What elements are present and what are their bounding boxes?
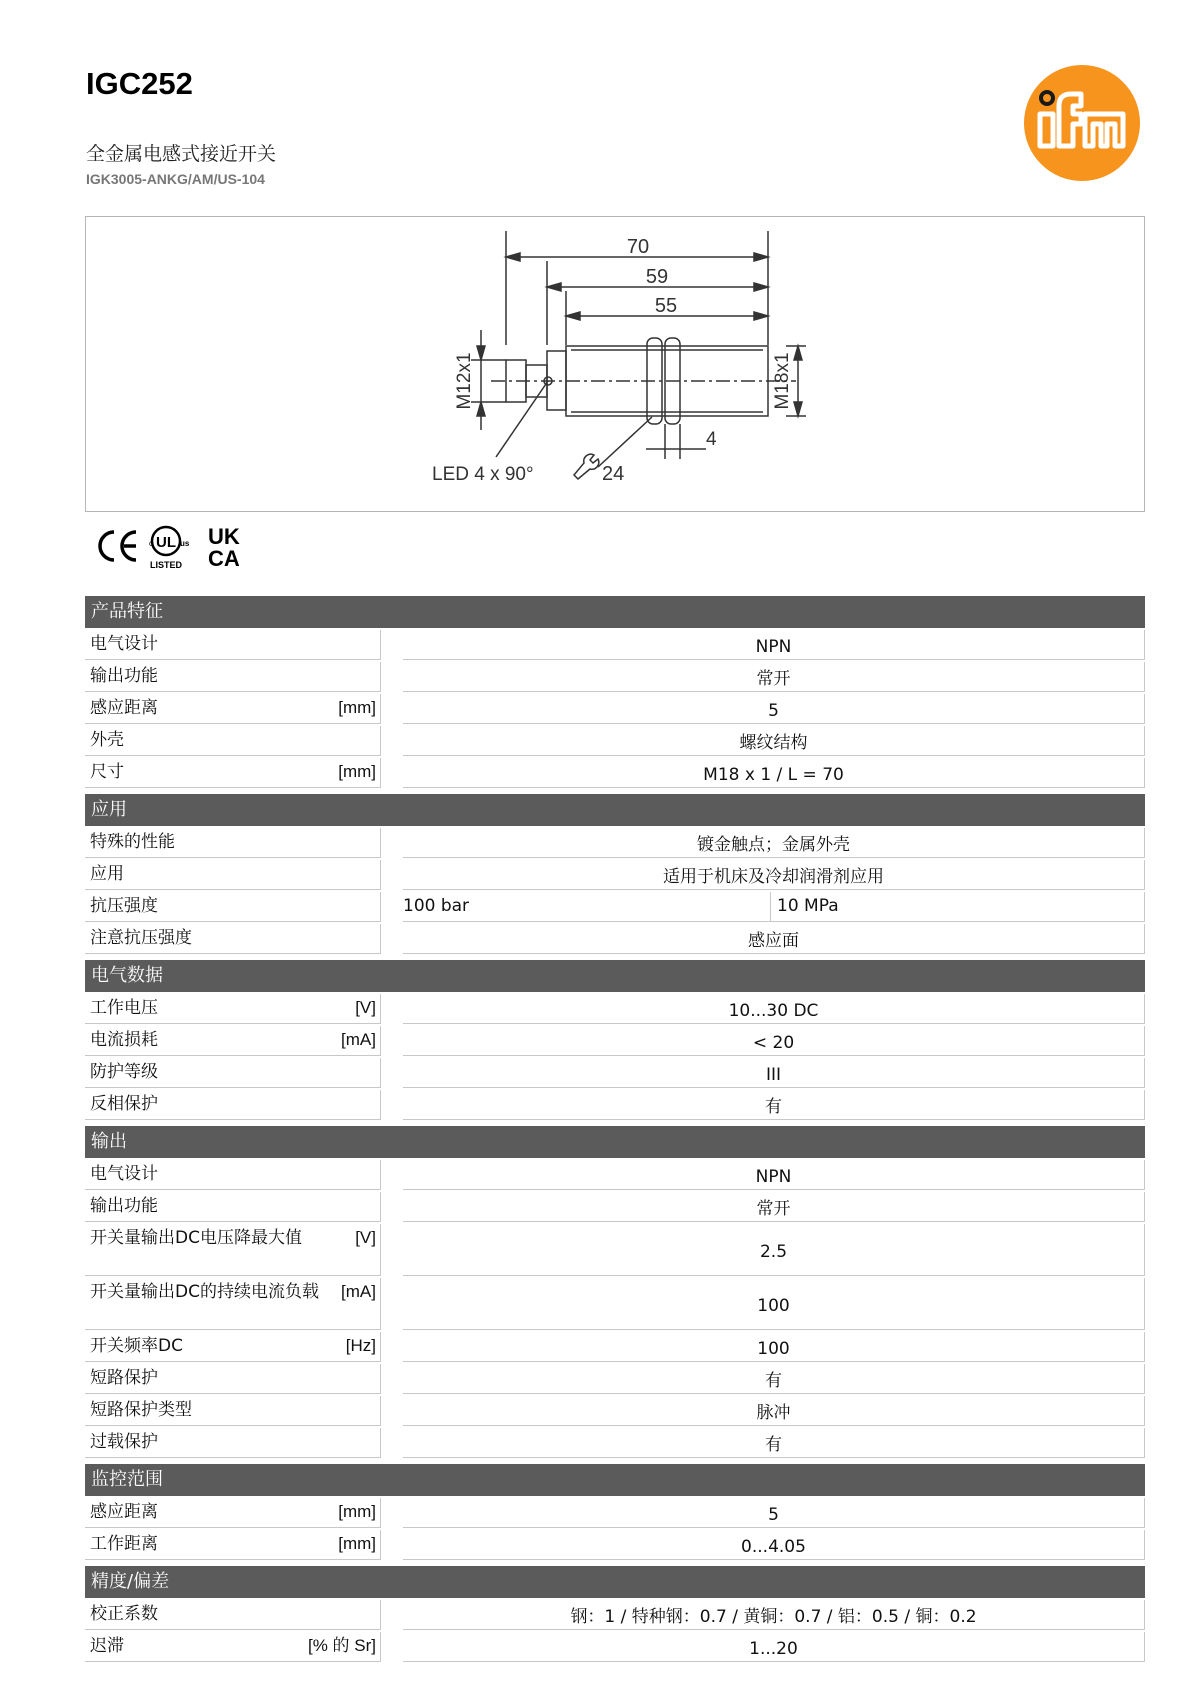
spec-label: 工作电压 — [90, 998, 158, 1018]
spec-row — [85, 828, 1145, 858]
dim-body-thread: M18x1 — [772, 352, 793, 410]
spec-value: 钢：1 / 特种钢：0.7 / 黄铜：0.7 / 铝：0.5 / 铜：0.2 — [403, 1600, 1145, 1630]
spec-label: 开关频率DC — [90, 1336, 183, 1356]
ukca-mark-icon — [208, 524, 240, 571]
spec-row — [85, 924, 1145, 954]
dim-thread-len: 59 — [645, 266, 669, 288]
spec-value: 有 — [403, 1364, 1145, 1394]
spec-unit — [370, 863, 376, 885]
spec-unit — [370, 1399, 376, 1421]
spec-label-cell — [85, 1026, 381, 1056]
spec-value: 感应面 — [403, 924, 1145, 954]
spec-label-cell — [85, 1058, 381, 1088]
spec-value: < 20 — [403, 1026, 1145, 1056]
spec-row — [85, 630, 1145, 660]
dim-total: 70 — [626, 236, 650, 258]
spec-unit: [mm] — [338, 1502, 376, 1521]
spec-value: 脉冲 — [403, 1396, 1145, 1426]
spec-row — [85, 1498, 1145, 1528]
section-header: 产品特征 — [85, 596, 1145, 628]
spec-row — [85, 1058, 1145, 1088]
spec-label-cell — [85, 924, 381, 954]
spec-label: 迟滞 — [90, 1636, 124, 1656]
spec-label-cell — [85, 1192, 381, 1222]
ce-mark-icon — [100, 532, 136, 560]
spec-label-cell — [85, 694, 381, 724]
spec-row — [85, 694, 1145, 724]
spec-value: 适用于机床及冷却润滑剂应用 — [403, 860, 1145, 890]
dim-body-len: 55 — [654, 295, 678, 317]
spec-unit — [370, 1163, 376, 1185]
spec-label-cell — [85, 828, 381, 858]
spec-label: 反相保护 — [90, 1094, 158, 1114]
spec-label: 过载保护 — [90, 1432, 158, 1452]
spec-label: 电流损耗 — [90, 1030, 158, 1050]
product-title: IGC252 — [86, 66, 193, 101]
spec-label-cell — [85, 1428, 381, 1458]
spec-unit: [mA] — [341, 1030, 376, 1049]
spec-label-cell — [85, 662, 381, 692]
spec-label-cell — [85, 860, 381, 890]
spec-label-cell — [85, 1278, 381, 1330]
spec-row — [85, 1278, 1145, 1330]
spec-row — [85, 662, 1145, 692]
spec-label-cell — [85, 1364, 381, 1394]
certifications — [92, 522, 262, 572]
spec-label: 防护等级 — [90, 1062, 158, 1082]
dim-nut: 4 — [706, 429, 717, 450]
spec-unit: [mm] — [338, 1534, 376, 1553]
svg-text:UK: UK — [208, 524, 240, 549]
spec-value: 1...20 — [403, 1632, 1145, 1662]
spec-label: 开关量输出DC电压降最大值 — [90, 1228, 302, 1248]
spec-label: 开关量输出DC的持续电流负载 — [90, 1282, 319, 1302]
spec-value: 有 — [403, 1428, 1145, 1458]
spec-row — [85, 1090, 1145, 1120]
spec-label: 应用 — [90, 864, 124, 884]
spec-label: 电气设计 — [90, 1164, 158, 1184]
spec-unit: [Hz] — [345, 1336, 376, 1355]
spec-value: 螺纹结构 — [403, 726, 1145, 756]
section-header: 精度/偏差 — [85, 1566, 1145, 1598]
ifm-logo — [1023, 64, 1141, 182]
spec-label-cell — [85, 726, 381, 756]
spec-label-cell — [85, 1396, 381, 1426]
dimension-drawing — [85, 216, 1145, 512]
spec-label: 特殊的性能 — [90, 832, 175, 852]
spec-unit — [370, 665, 376, 687]
spec-label-cell — [85, 1632, 381, 1662]
spec-value: 100 bar — [403, 895, 470, 916]
spec-label-cell — [85, 1160, 381, 1190]
spec-label: 输出功能 — [90, 1196, 158, 1216]
spec-value-secondary: 10 MPa — [770, 892, 1144, 921]
spec-label: 感应距离 — [90, 698, 158, 718]
specification-table — [85, 596, 1145, 1659]
spec-unit: [% 的 Sr] — [307, 1636, 376, 1655]
spec-value: 0...4.05 — [403, 1530, 1145, 1560]
spec-row — [85, 1224, 1145, 1276]
spec-label: 抗压强度 — [90, 896, 158, 916]
spec-row — [85, 1530, 1145, 1560]
product-subtitle: 全金属电感式接近开关 — [86, 143, 277, 165]
spec-row — [85, 726, 1145, 756]
spec-label-cell — [85, 1224, 381, 1276]
spec-label-cell — [85, 1498, 381, 1528]
svg-text:us: us — [180, 539, 190, 548]
spec-value: 100 — [403, 1278, 1145, 1330]
spec-row — [85, 994, 1145, 1024]
spec-label: 输出功能 — [90, 666, 158, 686]
spec-unit — [370, 927, 376, 949]
spec-row — [85, 1026, 1145, 1056]
spec-unit — [370, 1603, 376, 1625]
spec-unit — [370, 1195, 376, 1217]
spec-label: 短路保护 — [90, 1368, 158, 1388]
svg-text:c: c — [149, 539, 153, 548]
spec-value: III — [403, 1058, 1145, 1088]
spec-value: 镀金触点；金属外壳 — [403, 828, 1145, 858]
spec-label-cell — [85, 1600, 381, 1630]
section-header: 输出 — [85, 1126, 1145, 1158]
spec-unit — [370, 1367, 376, 1389]
spec-value: 2.5 — [403, 1224, 1145, 1276]
spec-row — [85, 860, 1145, 890]
spec-value: NPN — [403, 630, 1145, 660]
spec-row — [85, 1160, 1145, 1190]
spec-label-cell — [85, 892, 381, 922]
spec-value: 5 — [403, 694, 1145, 724]
spec-unit — [370, 1431, 376, 1453]
spec-unit: [V] — [355, 1228, 376, 1247]
dim-connector-thread: M12x1 — [454, 352, 475, 410]
spec-label-cell — [85, 630, 381, 660]
section-header: 电气数据 — [85, 960, 1145, 992]
svg-text:CA: CA — [208, 546, 240, 571]
spec-label: 工作距离 — [90, 1534, 158, 1554]
spec-label-cell — [85, 994, 381, 1024]
spec-unit — [370, 1093, 376, 1115]
spec-value-cell — [403, 892, 1145, 922]
svg-text:LISTED: LISTED — [149, 560, 183, 570]
spec-row — [85, 1332, 1145, 1362]
spec-value: 常开 — [403, 1192, 1145, 1222]
spec-unit — [370, 729, 376, 751]
article-code: IGK3005-ANKG/AM/US-104 — [86, 171, 265, 187]
section-header: 监控范围 — [85, 1464, 1145, 1496]
spec-label: 注意抗压强度 — [90, 928, 192, 948]
spec-row — [85, 892, 1145, 922]
spec-row — [85, 1428, 1145, 1458]
led-label: LED 4 x 90° — [432, 464, 534, 485]
spec-value: 有 — [403, 1090, 1145, 1120]
spec-row — [85, 1192, 1145, 1222]
spec-unit — [370, 1061, 376, 1083]
spec-value: 100 — [403, 1332, 1145, 1362]
spec-label-cell — [85, 1530, 381, 1560]
spec-label: 短路保护类型 — [90, 1400, 192, 1420]
spec-value: NPN — [403, 1160, 1145, 1190]
spec-row — [85, 1600, 1145, 1630]
wrench-icon — [574, 454, 599, 479]
spec-label: 电气设计 — [90, 634, 158, 654]
spec-unit — [370, 831, 376, 853]
spec-value: 5 — [403, 1498, 1145, 1528]
svg-text:UL: UL — [156, 534, 176, 551]
spec-row — [85, 1396, 1145, 1426]
spec-label: 尺寸 — [90, 762, 124, 782]
spec-label-cell — [85, 758, 381, 788]
spec-label-cell — [85, 1332, 381, 1362]
spec-unit — [370, 895, 376, 917]
spec-unit — [370, 633, 376, 655]
spec-unit: [mm] — [338, 698, 376, 717]
spec-label: 外壳 — [90, 730, 124, 750]
spec-value: 10...30 DC — [403, 994, 1145, 1024]
culus-listed-icon — [149, 527, 190, 570]
spec-value: M18 x 1 / L = 70 — [403, 758, 1145, 788]
spec-label: 感应距离 — [90, 1502, 158, 1522]
section-header: 应用 — [85, 794, 1145, 826]
spec-unit: [V] — [355, 998, 376, 1017]
spec-row — [85, 1364, 1145, 1394]
spec-label-cell — [85, 1090, 381, 1120]
spec-value: 常开 — [403, 662, 1145, 692]
spec-label: 校正系数 — [90, 1604, 158, 1624]
spec-row — [85, 1632, 1145, 1662]
spec-row — [85, 758, 1145, 788]
spec-unit: [mA] — [341, 1282, 376, 1301]
dim-wrench: 24 — [602, 463, 625, 485]
spec-unit: [mm] — [338, 762, 376, 781]
